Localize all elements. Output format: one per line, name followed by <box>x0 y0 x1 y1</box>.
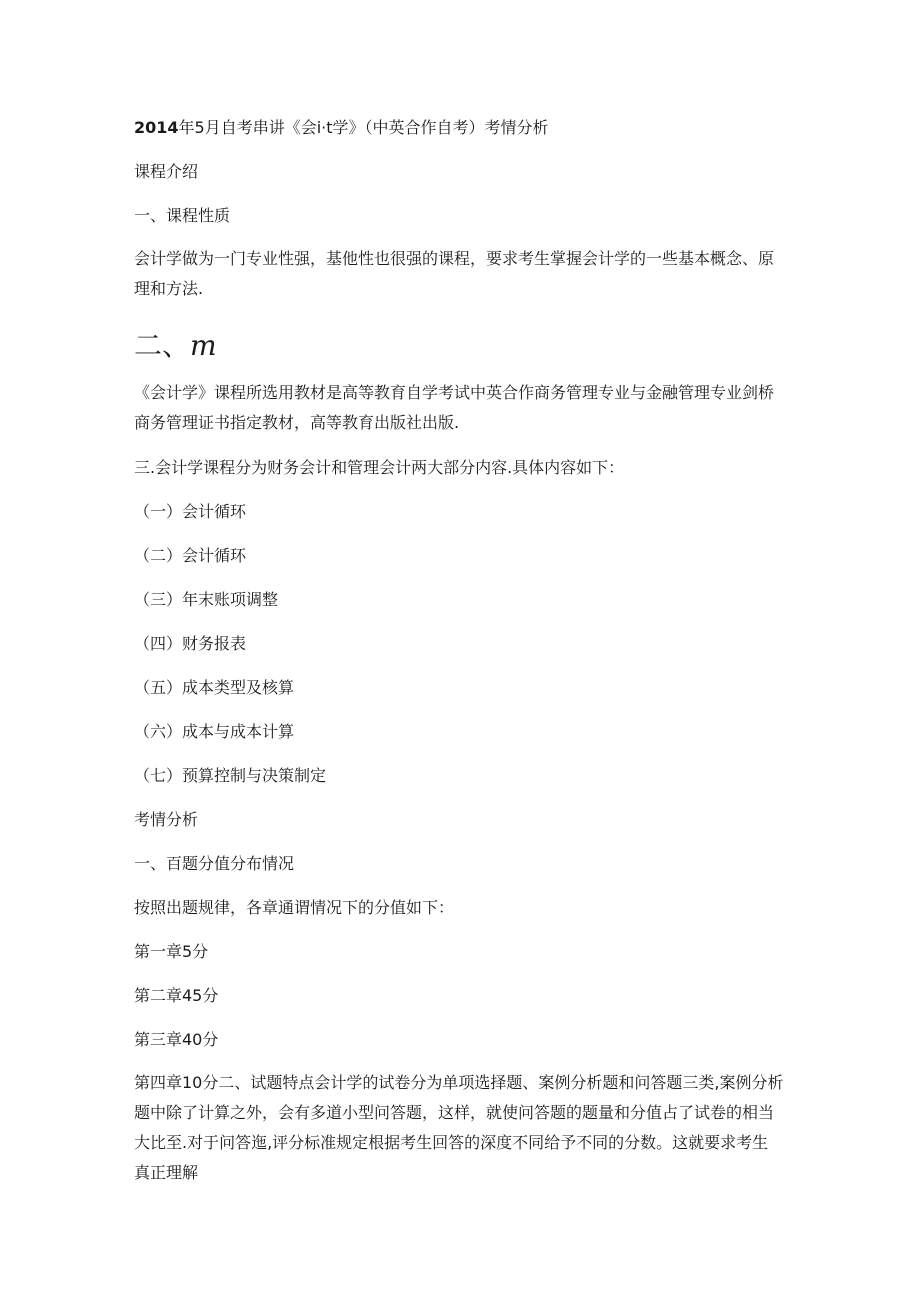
list-item: （七）预算控制与决策制定 <box>134 766 327 785</box>
title-text: 年5月自考串讲《会i·t学》（中英合作自考）考情分析 <box>178 118 549 137</box>
section2-heading-glyph: m <box>190 329 217 362</box>
chapter-score: 第一章5分 <box>134 942 209 961</box>
title-year: 2014 <box>134 118 179 137</box>
final-paragraph: 第四章10分二、试题特点会计学的试卷分为单项选择题、案例分析题和问答题三类,案例分析题中除了计算之外，会有多道小型问答题，这样，就使问答题的题量和分值占了试卷的相当大比至.对于问答迤,评分标准规定根据考生回答的深度不同给予不同的分数。这就要求考生真正理解 <box>134 1073 784 1182</box>
section1-heading: 一、课程性质 <box>134 206 231 225</box>
chapter-score: 第三章40分 <box>134 1030 219 1049</box>
list-item: （三）年末账项调整 <box>134 590 279 609</box>
section2-body: 《会计学》课程所选用教材是高等教育自学考试中英合作商务管理专业与金融管理专业剑桥商务管理证书指定教材，高等教育出版社出版. <box>134 383 775 432</box>
chapter-score: 第二章45分 <box>134 986 219 1005</box>
document-title <box>134 118 549 138</box>
course-intro-heading: 课程介绍 <box>134 162 199 181</box>
list-item: （六）成本与成本计算 <box>134 722 295 741</box>
exam-section1-heading: 一、百题分值分布情况 <box>134 854 295 873</box>
list-item: （一）会计循环 <box>134 502 247 521</box>
exam-section1-intro: 按照出题规律，各章通谓情况下的分值如下： <box>134 898 455 917</box>
list-item: （四）财务报表 <box>134 634 247 653</box>
section2-heading <box>134 330 217 362</box>
section3-heading: 三.会计学课程分为财务会计和管理会计两大部分内容.具体内容如下： <box>134 458 625 477</box>
exam-analysis-heading: 考情分析 <box>134 810 199 829</box>
section2-heading-prefix: 二、 <box>134 329 191 362</box>
section1-body: 会计学做为一门专业性强，基他性也很强的课程，要求考生掌握会计学的一些基本概念、原理和方法. <box>134 249 775 298</box>
list-item: （五）成本类型及核算 <box>134 678 295 697</box>
list-item: （二）会计循环 <box>134 546 247 565</box>
